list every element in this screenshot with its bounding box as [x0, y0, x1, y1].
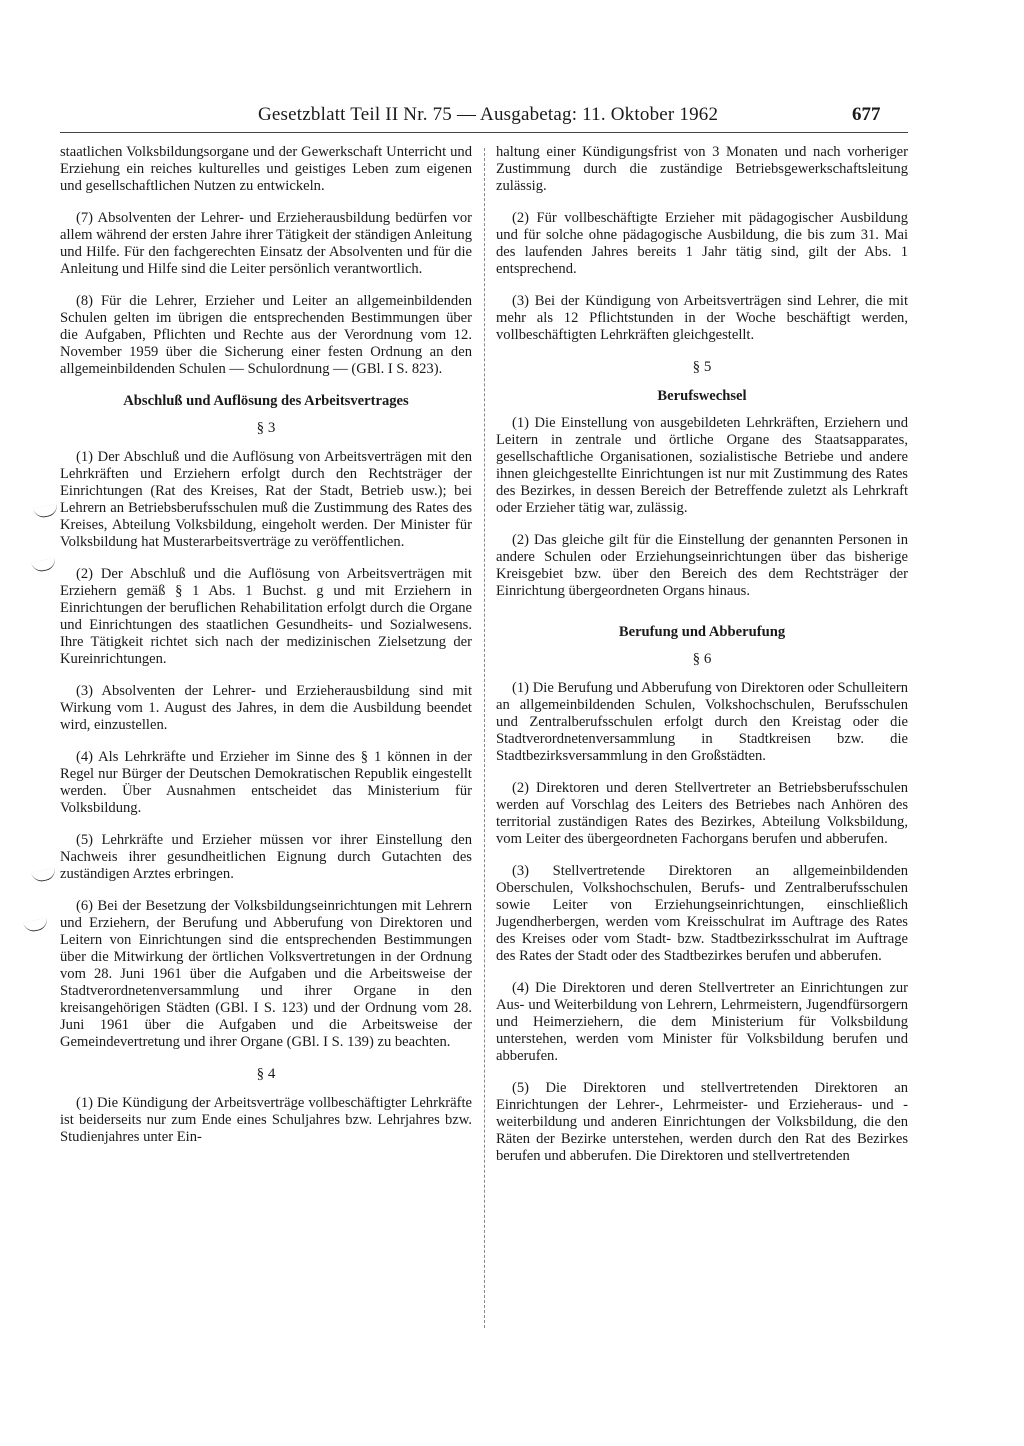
paragraph-4-1: (1) Die Kündigung der Arbeitsverträge vollbeschäftigter Lehrkräfte ist beiderseits nur zum Ende eines Schuljahres bzw. Lehrjahres bzw. Studienjahres unter Ein-	[60, 1095, 472, 1145]
paragraph-6-4: (4) Die Direktoren und deren Stellvertreter an Einrichtungen zur Aus- und Weiterbildung von Lehrern, Lehrmeistern, Jugendfürsorgern und Heimerziehern, die dem Ministerium für Volksbildung unterstehen, werden vom Minister für Volksbildung berufen und abberufen.	[496, 980, 908, 1064]
paragraph-6-3: (3) Stellvertretende Direktoren an allgemeinbildenden Oberschulen, Volkshochschulen, Berufs- und Zentralberufsschulen sowie Leiter von Erziehungseinrichtungen, einschließlich Jugendherbergen, werden vom Kreisschulrat im Auftrage des Rates des Kreises oder vom Stadt- bzw. Stadtbezirksschulrat im Auftrage des Rates der Stadt oder des Stadtbezirkes berufen und abberufen.	[496, 863, 908, 964]
paragraph-2-8: (8) Für die Lehrer, Erzieher und Leiter an allgemeinbildenden Schulen gelten im übrigen die entsprechenden Bestimmungen über die Aufgaben, Pflichten und Rechte aus der Verordnung vom 12. November 1959 über die Sicherung einer festen Ordnung an den allgemeinbildenden Schulen — Schulordnung — (GBl. I S. 823).	[60, 293, 472, 377]
header-rule	[60, 132, 908, 133]
page-header: Gesetzblatt Teil II Nr. 75 — Ausgabetag: 11. Oktober 1962	[258, 104, 719, 125]
paragraph-continued: staatlichen Volksbildungsorgane und der Gewerkschaft Unterricht und Erziehung ein reiches kulturelles und geistiges Leben zum eigenen und gesellschaftlichen Nutzen zu entwickeln.	[60, 144, 472, 194]
section-number-6: § 6	[692, 651, 712, 667]
paragraph-6-2: (2) Direktoren und deren Stellvertreter an Betriebsberufsschulen werden auf Vorschlag des Leiters des Betriebes nach Anhören des territorial zuständigen Rates des Bezirkes, Abteilung Volksbildung, vom Leiter des übergeordneten Fachorgans berufen und abberufen.	[496, 780, 908, 847]
section-number-5: § 5	[692, 359, 712, 375]
paragraph-6-5: (5) Die Direktoren und stellvertretenden Direktoren an Einrichtungen der Lehrer-, Lehrmeister- und Erzieheraus- und -weiterbildung und anderen Einrichtungen der Volksbildung, die den Räten der Bezirke unterstehen, werden durch den Rat des Bezirkes berufen und abberufen. Die Direktoren und stellvertretenden	[496, 1080, 908, 1164]
paragraph-3-3: (3) Absolventen der Lehrer- und Erzieherausbildung sind mit Wirkung vom 1. August des Jahres, in dem die Ausbildung beendet wird, einzustellen.	[60, 683, 472, 733]
margin-check-mark	[31, 558, 57, 574]
paragraph-3-6: (6) Bei der Besetzung der Volksbildungseinrichtungen mit Lehrern und Erziehern, der Berufung und Abberufung von Direktoren und Leitern von Einrichtungen sind die entsprechenden Bestimmungen über die Mitwirkung der örtlichen Volksvertretungen in der Ordnung vom 28. Juni 1961 über die Aufgaben und die Arbeitsweise der Stadtverordnetenversammlung und ihrer Organe in den kreisangehörigen Städten (GBl. I S. 123) und der Ordnung vom 28. Juni 1961 über die Aufgaben und die Arbeitsweise der Gemeindevertretung und ihrer Organe (GBl. I S. 139) zu beachten.	[60, 898, 472, 1050]
paragraph-3-1: (1) Der Abschluß und die Auflösung von Arbeitsverträgen mit den Lehrkräften und Erziehern erfolgt durch den Rechtsträger der Einrichtungen (Rat des Kreises, Rat der Stadt, Betrieb usw.); bei Lehrern an Betriebsberufsschulen muß die Zustimmung des Rates des Kreises, Abteilung Volksbildung, eingeholt werden. Der Minister für Volksbildung hat Musterarbeitsverträge zu veröffentlichen.	[60, 449, 472, 550]
margin-check-mark	[31, 868, 57, 884]
paragraph-5-2: (2) Das gleiche gilt für die Einstellung der genannten Personen in andere Schulen oder Erziehungseinrichtungen über das bisherige Kreisgebiet bzw. über den Bereich des dem Rechtsträger der Einrichtung übergeordneten Organs hinaus.	[496, 532, 908, 599]
section-heading: Abschluß und Auflösung des Arbeitsvertrages	[123, 393, 409, 409]
paragraph-2-7: (7) Absolventen der Lehrer- und Erzieherausbildung bedürfen vor allem während der ersten Jahre ihrer Tätigkeit der ständigen Anleitung und Hilfe. Für den fachgerechten Einsatz der Absolventen und für die Anleitung und Hilfe sind die Leiter persönlich verantwortlich.	[60, 210, 472, 277]
paragraph-5-1: (1) Die Einstellung von ausgebildeten Lehrkräften, Erziehern und Leitern in zentrale und örtliche Organe des Staatsapparates, gesellschaftliche Organisationen, sozialistische Betriebe und andere ihnen gleichgestellte Einrichtungen ist nur mit Zustimmung des Rates des Bezirkes, in dessen Bereich der Betreffende zuletzt als Lehrkraft oder Erzieher tätig war, zulässig.	[496, 415, 908, 516]
section-heading-6: Berufung und Abberufung	[618, 624, 786, 640]
margin-check-mark	[23, 918, 49, 934]
page-number: 677	[852, 104, 881, 125]
paragraph-3-4: (4) Als Lehrkräfte und Erzieher im Sinne des § 1 können in der Regel nur Bürger der Deutschen Demokratischen Republik eingestellt werden. Über Ausnahmen entscheidet das Ministerium für Volksbildung.	[60, 749, 472, 816]
paragraph-3-5: (5) Lehrkräfte und Erzieher müssen vor ihrer Einstellung den Nachweis ihrer gesundheitlichen Eignung durch Gutachten des zuständigen Arztes erbringen.	[60, 832, 472, 882]
right-column	[496, 144, 908, 1180]
column-divider	[484, 148, 485, 1328]
section-number-4: § 4	[256, 1066, 276, 1082]
paragraph-4-1-continued: haltung einer Kündigungsfrist von 3 Monaten und nach vorheriger Zustimmung durch die zuständige Betriebsgewerkschaftsleitung zulässig.	[496, 144, 908, 194]
paragraph-6-1: (1) Die Berufung und Abberufung von Direktoren oder Schulleitern an allgemeinbildenden Schulen, Volkshochschulen, Berufsschulen und Zentralberufsschulen erfolgt durch den Kreistag oder die Stadtverordnetenversammlung in Stadtkreisen bzw. die Stadtbezirksversammlung in den Großstädten.	[496, 680, 908, 764]
margin-check-mark	[33, 504, 59, 520]
left-column	[60, 144, 472, 1161]
section-heading-5: Berufswechsel	[657, 388, 747, 404]
paragraph-4-3: (3) Bei der Kündigung von Arbeitsverträgen sind Lehrer, die mit mehr als 12 Pflichtstunden in der Woche beschäftigt werden, vollbeschäftigten Lehrkräften gleichgestellt.	[496, 293, 908, 343]
paragraph-4-2: (2) Für vollbeschäftigte Erzieher mit pädagogischer Ausbildung und für solche ohne pädagogische Ausbildung, die bis zum 31. Mai des laufenden Jahres bereits 1 Jahr tätig sind, gilt der Abs. 1 entsprechend.	[496, 210, 908, 277]
section-number-3: § 3	[256, 420, 276, 436]
paragraph-3-2: (2) Der Abschluß und die Auflösung von Arbeitsverträgen mit Erziehern gemäß § 1 Abs. 1 Buchst. g und mit Erziehern in Einrichtungen der beruflichen Rehabilitation erfolgt durch die Organe und Einrichtungen des staatlichen Gesundheits- und Sozialwesens. Ihre Tätigkeit richtet sich nach der medizinischen Zielsetzung der Kureinrichtungen.	[60, 566, 472, 667]
